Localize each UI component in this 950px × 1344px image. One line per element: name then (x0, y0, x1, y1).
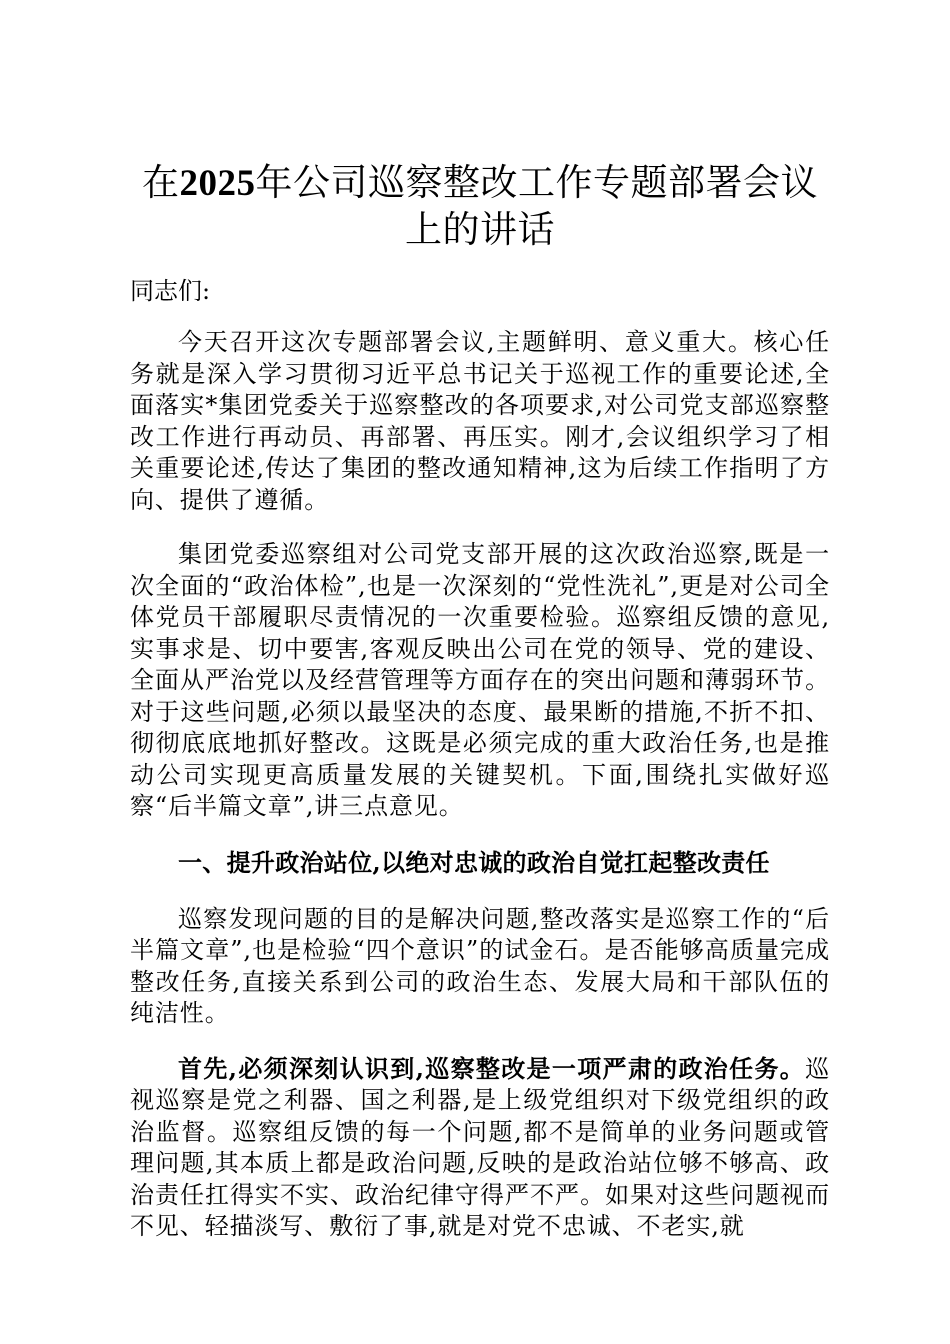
point-1-lead: 首先,必须深刻认识到,巡察整改是一项严肃的政治任务。 (178, 1053, 806, 1083)
title-suffix: 年公司巡察整改工作专题部署会议上的讲话 (255, 161, 818, 251)
point-1-body: 巡视巡察是党之利器、国之利器,是上级党组织对下级党组织的政治监督。巡察组反馈的每一个问题,都不是简单的业务问题或管理问题,其本质上都是政治问题,反映的是政治站位够不够高、政治责任扛得实不实、政治纪律守得严不严。如果对这些问题视而不见、轻描淡写、敷衍了事,就是对党不忠诚、不老实,就 (130, 1054, 830, 1240)
section-heading-1: 一、提升政治站位,以绝对忠诚的政治自觉扛起整改责任 (178, 847, 770, 877)
document-page (130, 160, 830, 1266)
paragraph-opening: 今天召开这次专题部署会议,主题鲜明、意义重大。核心任务就是深入学习贯彻习近平总书记关于巡视工作的重要论述,全面落实*集团党委关于巡察整改的各项要求,对公司党支部巡察整改工作进行再动员、再部署、再压实。刚才,会议组织学习了相关重要论述,传达了集团的整改通知精神,这为后续工作指明了方向、提供了遵循。 (130, 328, 830, 514)
salutation: 同志们: (130, 277, 211, 305)
paragraph-background: 集团党委巡察组对公司党支部开展的这次政治巡察,既是一次全面的“政治体检”,也是一次深刻的“党性洗礼”,更是对公司全体党员干部履职尽责情况的一次重要检验。巡察组反馈的意见,实事求是、切中要害,客观反映出公司在党的领导、党的建设、全面从严治党以及经营管理等方面存在的突出问题和薄弱环节。对于这些问题,必须以最坚决的态度、最果断的措施,不折不扣、彻彻底底地抓好整改。这既是必须完成的重大政治任务,也是推动公司实现更高质量发展的关键契机。下面,围绕扎实做好巡察“后半篇文章”,讲三点意见。 (130, 540, 830, 820)
section-1-point-1 (130, 1053, 830, 1243)
title-prefix: 在 (142, 161, 180, 204)
section-1-paragraph: 巡察发现问题的目的是解决问题,整改落实是巡察工作的“后半篇文章”,也是检验“四个意识”的试金石。是否能够高质量完成整改任务,直接关系到公司的政治生态、发展大局和干部队伍的纯洁性。 (130, 904, 830, 1027)
title-year: 2025 (179, 163, 256, 204)
document-title (130, 160, 830, 253)
